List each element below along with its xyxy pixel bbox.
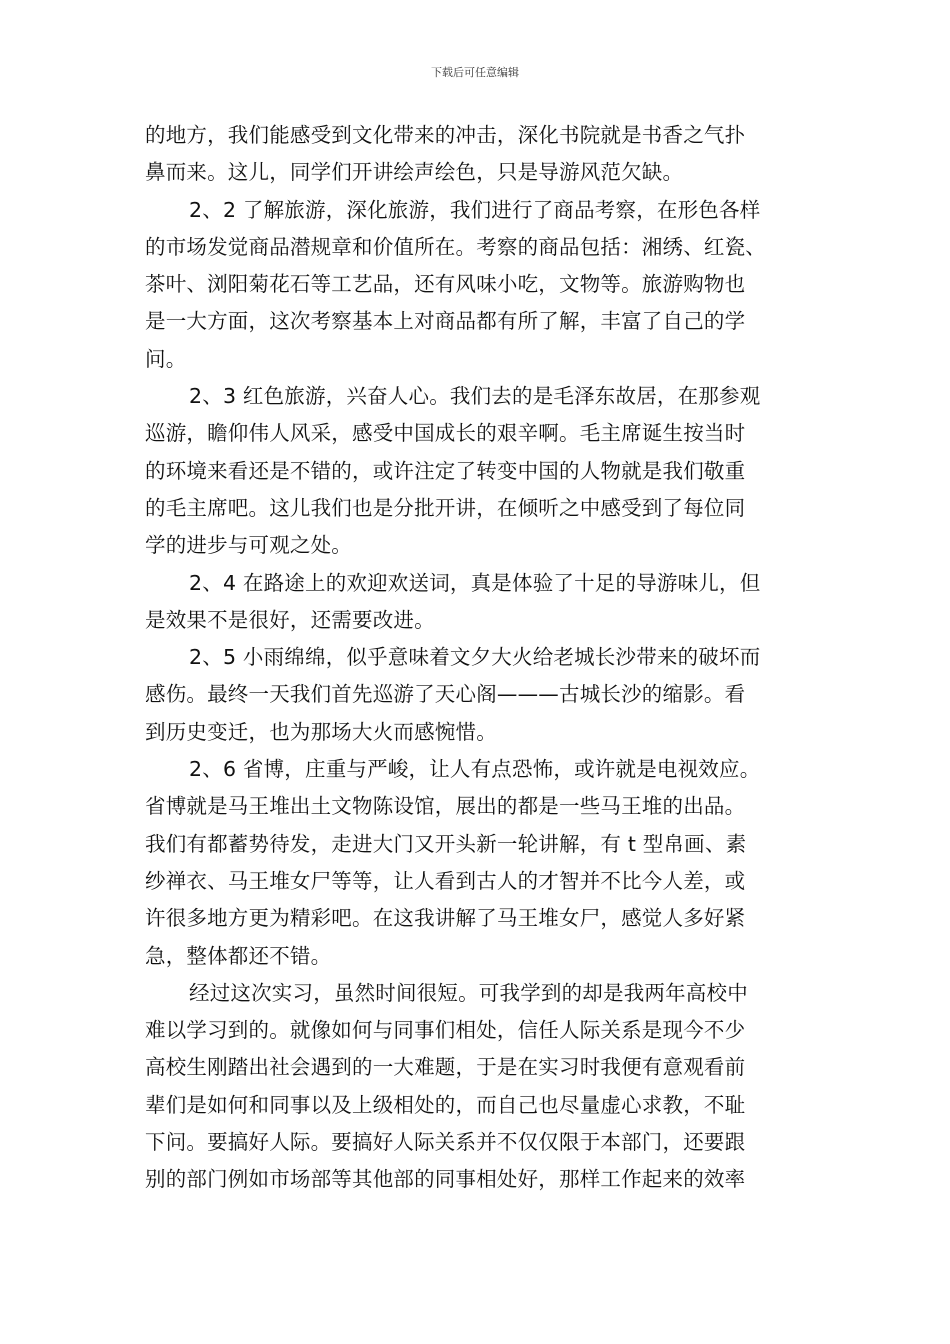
text-line: 茶叶、浏阳菊花石等工艺品，还有风味小吃，文物等。旅游购物也 (145, 272, 746, 297)
text-line: 的市场发觉商品潜规章和价值所在。考察的商品包括：湘绣、红瓷、 (145, 234, 766, 259)
text-line: 经过这次实习，虽然时间很短。可我学到的却是我两年高校中 (189, 980, 748, 1005)
text-line: 到历史变迁，也为那场大火而感惋惜。 (145, 719, 497, 744)
text-line: 鼻而来。这儿，同学们开讲绘声绘色，只是导游风范欠缺。 (145, 160, 684, 185)
text-line: 省博就是马王堆出土文物陈设馆，展出的都是一些马王堆的出品。 (145, 794, 746, 819)
text-line: 的环境来看还是不错的，或许注定了转变中国的人物就是我们敬重 (145, 458, 746, 483)
page-header: 下载后可任意编辑 (431, 66, 519, 79)
text-line: 是效果不是很好，还需要改进。 (145, 607, 435, 632)
text-line: 许很多地方更为精彩吧。在这我讲解了马王堆女尸，感觉人多好紧 (145, 906, 746, 931)
text-line: 2、6 省博，庄重与严峻，让人有点恐怖，或许就是电视效应。 (189, 757, 761, 782)
text-line: 的毛主席吧。这儿我们也是分批开讲，在倾听之中感受到了每位同 (145, 495, 746, 520)
text-line: 巡游，瞻仰伟人风采，感受中国成长的艰辛啊。毛主席诞生按当时 (145, 421, 746, 446)
text-line: 感伤。最终一天我们首先巡游了天心阁———古城长沙的缩影。看 (145, 682, 746, 707)
text-line: 下问。要搞好人际。要搞好人际关系并不仅仅限于本部门，还要跟 (145, 1130, 746, 1155)
text-line: 2、4 在路途上的欢迎欢送词，真是体验了十足的导游味儿，但 (189, 570, 761, 595)
text-line: 别的部门例如市场部等其他部的同事相处好，那样工作起来的效率 (145, 1167, 746, 1192)
text-line: 2、2 了解旅游，深化旅游，我们进行了商品考察，在形色各样 (189, 197, 761, 222)
text-line: 难以学习到的。就像如何与同事们相处，信任人际关系是现今不少 (145, 1018, 746, 1043)
text-line: 的地方，我们能感受到文化带来的冲击，深化书院就是书香之气扑 (145, 123, 746, 147)
text-line: 问。 (145, 346, 187, 371)
text-line: 纱禅衣、马王堆女尸等等，让人看到古人的才智并不比今人差，或 (145, 868, 746, 893)
text-line: 学的进步与可观之处。 (145, 533, 352, 558)
text-line: 2、3 红色旅游，兴奋人心。我们去的是毛泽东故居，在那参观 (189, 384, 761, 409)
text-line: 我们有都蓄势待发，走进大门又开头新一轮讲解，有 t 型帛画、素 (145, 831, 747, 856)
document-body (145, 117, 810, 1199)
text-line: 2、5 小雨绵绵，似乎意味着文夕大火给老城长沙带来的破坏而 (189, 645, 761, 670)
text-line: 是一大方面，这次考察基本上对商品都有所了解，丰富了自己的学 (145, 309, 746, 334)
text-line: 急，整体都还不错。 (145, 943, 332, 968)
text-line: 高校生刚踏出社会遇到的一大难题，于是在实习时我便有意观看前 (145, 1055, 746, 1080)
text-line: 辈们是如何和同事以及上级相处的，而自己也尽量虚心求教，不耻 (145, 1092, 746, 1117)
